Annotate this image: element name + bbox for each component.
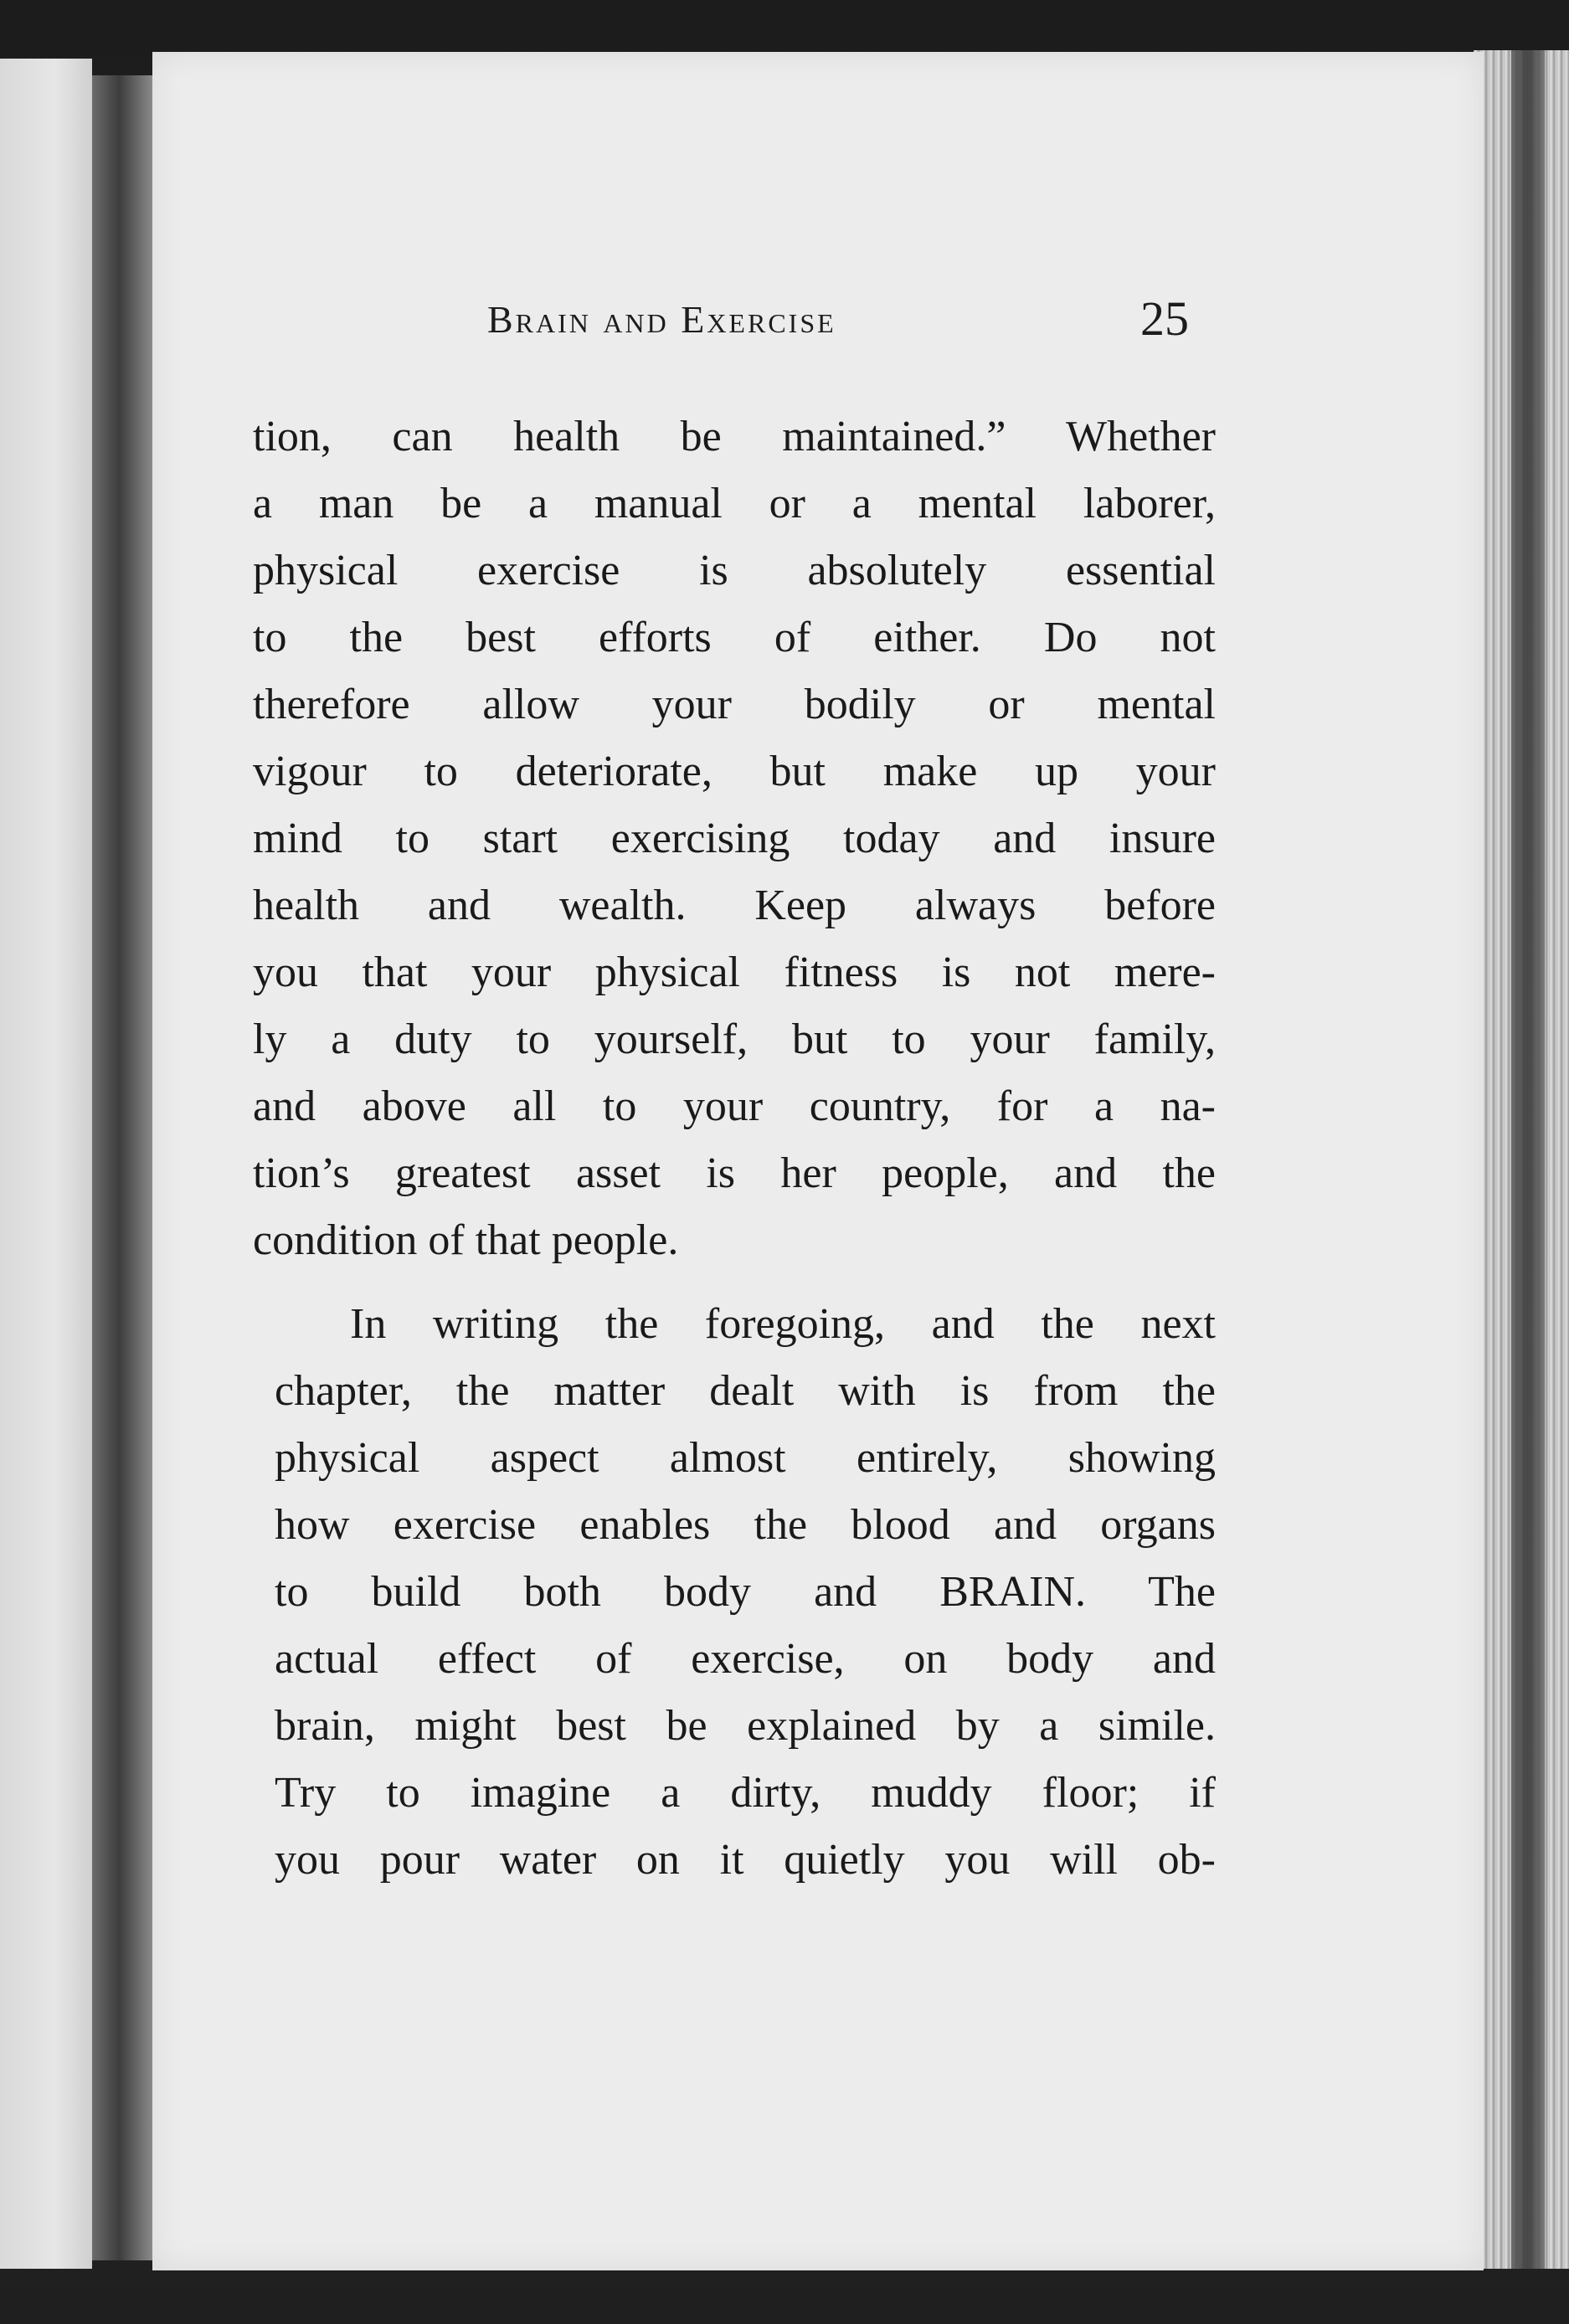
text-line: mind to start exercising today and insure <box>253 815 1216 862</box>
book-gutter <box>92 75 152 2260</box>
book-page <box>152 52 1484 2270</box>
text-line: you that your physical fitness is not mere- <box>253 949 1216 996</box>
paragraph-1 <box>253 404 1216 1274</box>
text-line: condition of that people. <box>253 1216 679 1264</box>
text-line: you pour water on it quietly you will ob- <box>275 1836 1216 1884</box>
text-line: and above all to your country, for a na- <box>253 1082 1216 1130</box>
text-line: chapter, the matter dealt with is from the <box>275 1367 1216 1415</box>
text-line: a man be a manual or a mental laborer, <box>253 480 1216 527</box>
facing-page-edge <box>0 59 92 2269</box>
paragraph-gap <box>253 1274 1216 1291</box>
page-number: 25 <box>1140 291 1189 346</box>
page-stack-shadow <box>1511 50 1545 2269</box>
text-line: brain, might best be explained by a simile. <box>275 1702 1216 1750</box>
text-line: In writing the foregoing, and the next <box>350 1300 1216 1348</box>
text-line: tion’s greatest asset is her people, and the <box>253 1149 1216 1197</box>
text-line: Try to imagine a dirty, muddy floor; if <box>275 1769 1216 1817</box>
text-line: to build both body and BRAIN. The <box>275 1568 1216 1616</box>
body-text <box>253 404 1216 1894</box>
text-line: therefore allow your bodily or mental <box>253 681 1216 728</box>
text-line: ly a duty to yourself, but to your family, <box>253 1015 1216 1063</box>
paragraph-2 <box>253 1291 1216 1894</box>
text-line: to the best efforts of either. Do not <box>253 614 1216 661</box>
text-line: vigour to deteriorate, but make up your <box>253 748 1216 795</box>
running-head: Brain and Exercise <box>487 298 836 341</box>
text-line: tion, can health be maintained.” Whether <box>253 413 1216 460</box>
text-line: physical exercise is absolutely essential <box>253 547 1216 594</box>
text-line: health and wealth. Keep always before <box>253 882 1216 929</box>
text-line: actual effect of exercise, on body and <box>275 1635 1216 1683</box>
text-line: how exercise enables the blood and organs <box>275 1501 1216 1549</box>
text-line: physical aspect almost entirely, showing <box>275 1434 1216 1482</box>
